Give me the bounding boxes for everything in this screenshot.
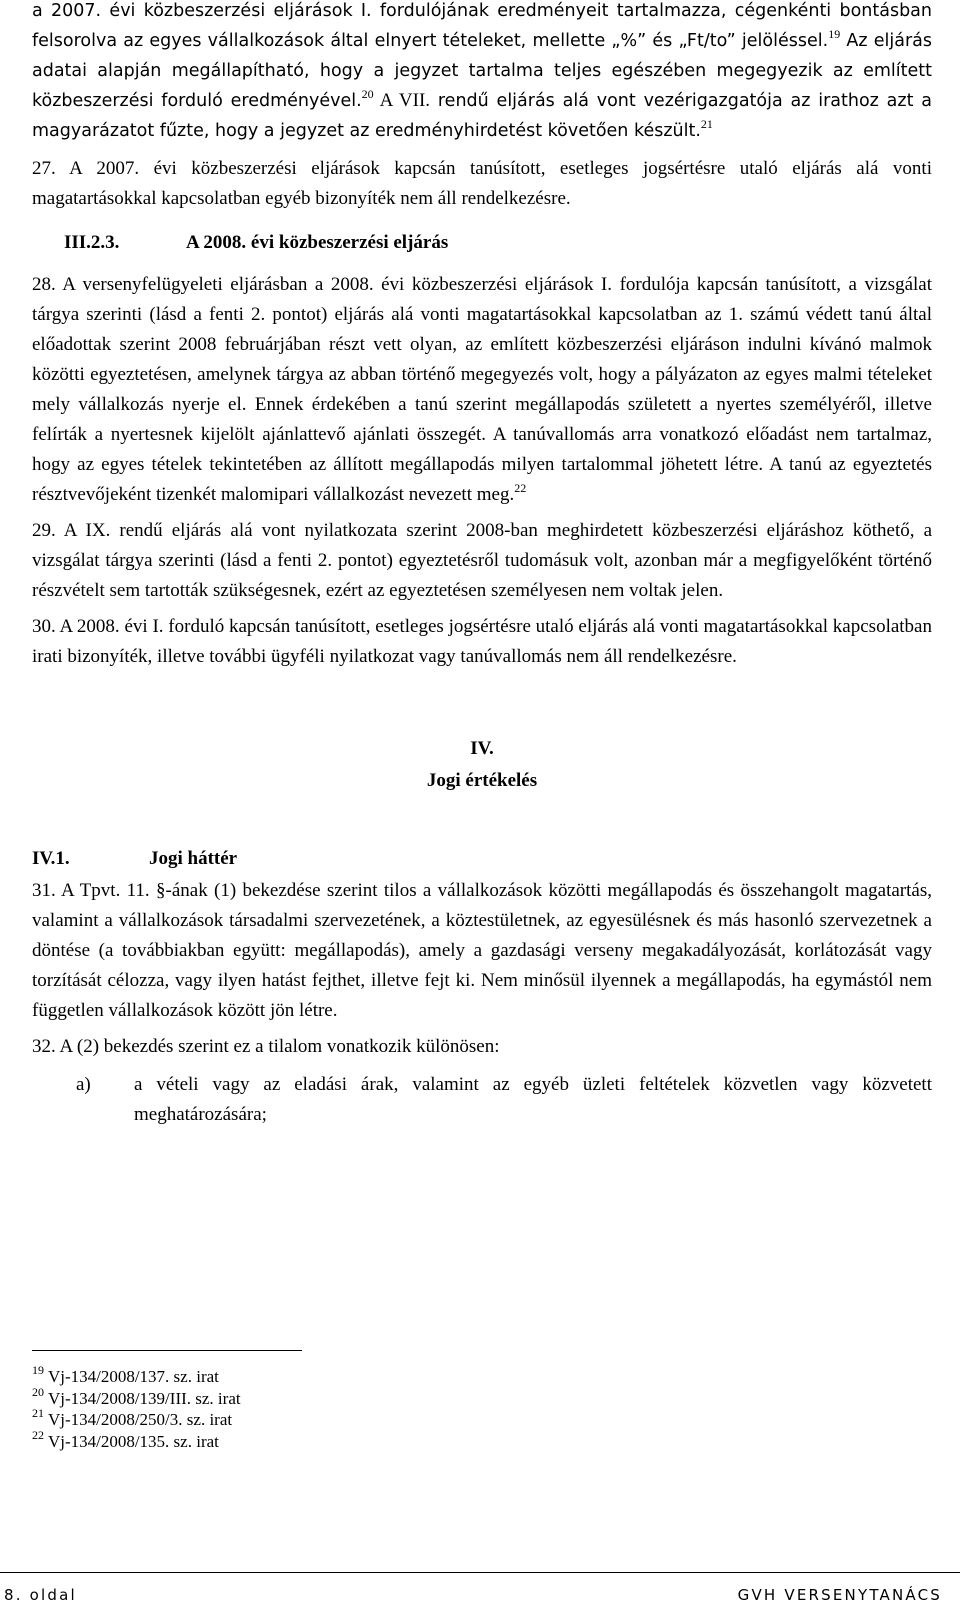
subsection-heading-iii-2-3 <box>32 228 932 258</box>
footnote-ref-22[interactable]: 22 <box>514 481 527 495</box>
footnotes <box>32 1363 241 1452</box>
footnote-number: 22 <box>32 1427 44 1442</box>
intro-text-c: A VII. <box>373 90 431 111</box>
document-page <box>32 0 932 1130</box>
footer-rule <box>0 1572 960 1573</box>
paragraph-intro <box>32 0 932 146</box>
footnote-text: Vj-134/2008/139/III. sz. irat <box>47 1388 241 1408</box>
footnote-number: 21 <box>32 1406 44 1420</box>
footnote-ref-21[interactable]: 21 <box>700 117 713 131</box>
list-item-a <box>32 1070 932 1130</box>
intro-text-a: a 2007. évi közbeszerzési eljárások I. fordulójának eredményeit tartalmazza, cégenkénti bontásban felsorolva az egyes vállalkozások által elnyert tételeket, mellette „%” és „Ft/to” jelöléssel. <box>32 1 932 51</box>
footnote-20 <box>32 1384 241 1410</box>
paragraph-28-text: 28. A versenyfelügyeleti eljárásban a 2008. évi közbeszerzési eljárások I. fordulója kapcsán tanúsított, a vizsgálat tárgya szerinti (lásd a fenti 2. pontot) eljárás alá vonti magatartásokkal kapcsolatban az 1. számú védett tanú által előadottak szerint 2008 februárjában részt vett olyan, az említett közbeszerzési eljáráson indulni kívánó malmok közötti egyeztetésen, amelynek tárgya az abban történő megegyezés volt, hogy a pályázaton az egyes malmi tételeket mely vállalkozás nyerje el. Ennek érdekében a tanú szerint megállapodás született a nyertes személyéről, illetve felírták a nyertesnek kijelölt ajánlattevő ajánlati összegét. A tanúvallomás arra vonatkozó előadást nem tartalmaz, hogy az egyes tételek tekintetében az állított megállapodás milyen tartalommal jöhetett létre. A tanú az egyeztetés résztvevőjeként tizenkét malomipari vállalkozást nevezett meg. <box>32 274 932 505</box>
footnote-ref-19[interactable]: 19 <box>828 27 841 41</box>
section-title-iv: Jogi értékelés <box>426 770 538 791</box>
intro-text-d: rendű eljárás alá vont vezérigazgatója az irathoz azt a magyarázatot fűzte, hogy a jegyzet az eredményhirdetést követően készült. <box>32 91 932 141</box>
paragraph-29: 29. A IX. rendű eljárás alá vont nyilatkozata szerint 2008-ban meghirdetett közbeszerzési eljáráshoz köthető, a vizsgálat tárgya szerinti (lásd a fenti 2. pontot) egyeztetésről tudomásuk volt, azonban már a megfigyelőként történő részvételt sem tartották szükségesnek, ezért az egyeztetésen személyesen nem voltak jelen. <box>32 520 932 601</box>
subsection-number: IV.1. <box>32 848 70 869</box>
subsection-title: Jogi háttér <box>149 848 238 869</box>
intro-text-b: Az eljárás adatai alapján megállapítható, hogy a jegyzet tartalma teljes egészében megegyezik az említett közbeszerzési forduló eredményével. <box>32 31 932 111</box>
list-item-text-content: a vételi vagy az eladási árak, valamint az egyéb üzleti feltételek közvetlen vagy közvetett meghatározására; <box>134 1074 932 1125</box>
footnote-ref-20[interactable]: 20 <box>361 87 374 101</box>
footnote-number: 19 <box>32 1363 44 1377</box>
page-footer <box>4 1586 942 1604</box>
list-item-text <box>134 1070 932 1130</box>
footnote-text: Vj-134/2008/137. sz. irat <box>47 1367 219 1386</box>
footnote-text: Vj-134/2008/135. sz. irat <box>47 1431 219 1451</box>
paragraph-31: 31. A Tpvt. 11. §-ának (1) bekezdése szerint tilos a vállalkozások közötti megállapodás és összehangolt magatartás, valamint a vállalkozások társadalmi szervezetének, a köztestületnek, az egyesülésnek és más hasonló szervezetnek a döntése (a továbbiakban együtt: megállapodás), amely a gazdasági verseny megakadályozását, korlátozását vagy torzítását célozza, vagy ilyen hatást fejthet, illetve fejt ki. Nem minősül ilyennek a megállapodás, ha egymástól nem független vállalkozások között jön létre. <box>32 880 932 1021</box>
footnote-separator <box>32 1350 302 1351</box>
paragraph-32: 32. A (2) bekezdés szerint ez a tilalom vonatkozik különösen: <box>32 1036 500 1057</box>
subsection-title: A 2008. évi közbeszerzési eljárás <box>186 232 449 253</box>
paragraph-30: 30. A 2008. évi I. forduló kapcsán tanúsított, esetleges jogsértésre utaló eljárás alá vonti magatartásokkal kapcsolatban irati bizonyíték, illetve további ügyféli nyilatkozat vagy tanúvallomás nem áll rendelkezésre. <box>32 616 932 667</box>
subsection-heading-iv-1 <box>32 844 932 874</box>
paragraph-27: 27. A 2007. évi közbeszerzési eljárások kapcsán tanúsított, esetleges jogsértésre utaló eljárás alá vonti magatartásokkal kapcsolatban egyéb bizonyíték nem áll rendelkezésre. <box>32 158 932 209</box>
section-number-iv: IV. <box>470 738 494 759</box>
publisher-name: GVH VERSENYTANÁCS <box>737 1586 942 1604</box>
page-number: 8. oldal <box>4 1586 77 1604</box>
paragraph-28 <box>32 270 932 510</box>
footnote-22 <box>32 1427 241 1453</box>
footnote-number: 20 <box>32 1384 44 1399</box>
footnote-21 <box>32 1406 241 1431</box>
subsection-number: III.2.3. <box>64 232 120 253</box>
footnote-text: Vj-134/2008/250/3. sz. irat <box>47 1410 233 1429</box>
list-item-label: a) <box>76 1074 91 1095</box>
footnote-19 <box>32 1363 241 1388</box>
